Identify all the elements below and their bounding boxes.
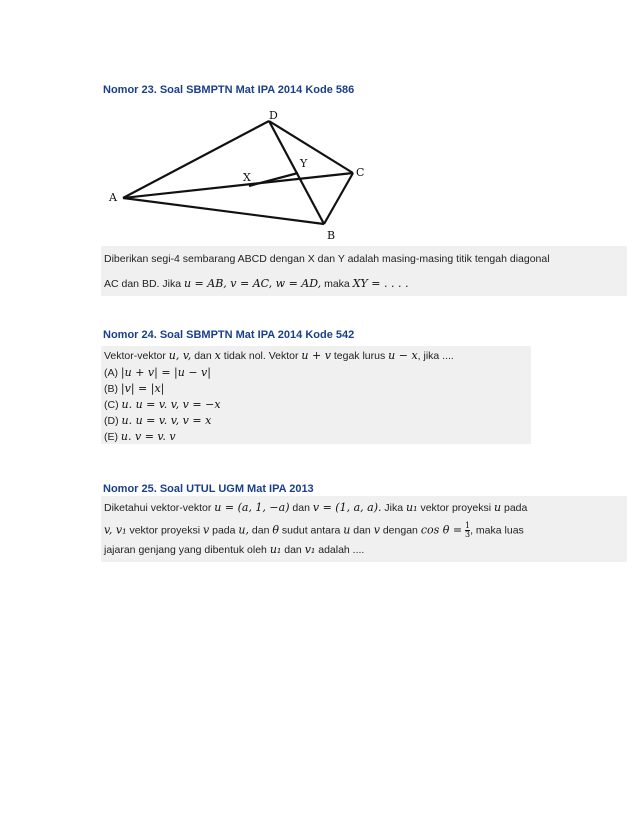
quadrilateral-diagram — [103, 103, 371, 243]
q24-option-d — [104, 414, 211, 428]
q25-l1-d: vektor proyeksi — [420, 502, 492, 514]
question-23-title: Nomor 23. Soal SBMPTN Mat IPA 2014 Kode 586 — [103, 84, 355, 96]
q23-vector-definitions: u = AB, v = AC, w = AD, — [183, 277, 322, 290]
q25-l2-m2: v — [202, 523, 210, 537]
label-Y: Y — [300, 157, 308, 170]
q25-l2-c: dan — [251, 524, 270, 537]
q25-fraction-num: 1 — [465, 521, 471, 530]
diagram-lines — [123, 121, 353, 224]
edge-AD — [123, 121, 269, 198]
q24-intro-a: Vektor-vektor — [104, 350, 166, 362]
q25-l1-m3: u₁ — [406, 501, 418, 514]
question-23-text-line2 — [104, 277, 408, 291]
q25-l1-b: dan — [292, 502, 310, 514]
q24-option-e-math: u. v = v. v — [120, 430, 176, 443]
q24-option-a-label: (A) — [104, 367, 118, 379]
q25-l2-m1: v, v₁ — [104, 523, 127, 537]
q25-line3 — [104, 543, 364, 557]
q23-maka: maka — [324, 278, 350, 290]
q25-l2-g: , maka luas — [470, 524, 524, 537]
label-X: X — [243, 171, 251, 184]
q24-option-c-math: u. u = v. v, v = −x — [121, 398, 221, 411]
question-24-title: Nomor 24. Soal SBMPTN Mat IPA 2014 Kode 542 — [103, 329, 355, 341]
q25-l1-a: Diketahui vektor-vektor — [104, 502, 212, 514]
q23-xy-vector: XY = . . . . — [352, 277, 409, 290]
q24-option-a — [104, 366, 211, 380]
q25-l2-b: pada — [212, 524, 236, 537]
q25-l3-m2: v₁ — [304, 543, 316, 556]
q25-l2-m3: u, — [238, 523, 249, 537]
question-23-text-line1: Diberikan segi-4 sembarang ABCD dengan X dan Y adalah masing-masing titik tengah diagonal — [104, 253, 550, 265]
edge-CB — [324, 173, 353, 224]
q24-option-b — [104, 382, 164, 396]
q25-l1-e: pada — [503, 502, 528, 514]
question-25-title: Nomor 25. Soal UTUL UGM Mat IPA 2013 — [103, 483, 314, 495]
q25-l2-a: vektor proyeksi — [129, 524, 201, 537]
q24-option-e — [104, 430, 176, 444]
q24-option-c-label: (C) — [104, 399, 119, 411]
q25-l1-m4: u — [493, 501, 502, 514]
q24-option-c — [104, 398, 221, 412]
diagonal-AC — [123, 173, 353, 198]
label-B: B — [327, 229, 336, 242]
q25-l3-c: adalah .... — [318, 544, 365, 556]
q25-l2-m5: u — [343, 523, 351, 537]
q24-intro-e: , jika .... — [417, 350, 454, 362]
q25-fraction-den: 3 — [465, 530, 471, 539]
quadrilateral-svg — [103, 103, 371, 243]
q23-line2-text: AC dan BD. Jika — [104, 278, 182, 290]
q25-l3-m1: u₁ — [269, 543, 282, 556]
q25-l2-m7: cos θ = — [420, 523, 463, 537]
q25-l1-c: Jika — [384, 502, 404, 514]
q24-intro-m1: u, v, — [168, 349, 192, 362]
q25-l2-f: dengan — [382, 524, 418, 537]
q24-intro-b: dan — [194, 350, 212, 362]
q24-intro-m2: x — [214, 349, 221, 362]
q24-option-e-label: (E) — [104, 431, 118, 443]
q25-l3-a: jajaran genjang yang dibentuk oleh — [104, 544, 267, 556]
q25-line1 — [104, 501, 527, 515]
q25-l2-e: dan — [353, 524, 371, 537]
edge-BA — [123, 198, 324, 224]
edge-DC — [269, 121, 353, 173]
q24-option-b-label: (B) — [104, 383, 118, 395]
q24-intro-m4: u − x — [388, 349, 418, 362]
q25-l1-m1: u = (a, 1, −a) — [214, 501, 290, 514]
q25-l2-d: sudut antara — [281, 524, 341, 537]
label-D: D — [269, 109, 278, 122]
label-A: A — [109, 191, 117, 204]
q24-option-d-label: (D) — [104, 415, 119, 427]
q25-line2 — [104, 522, 524, 539]
q24-intro-m3: u + v — [301, 349, 331, 362]
q24-option-d-math: u. u = v. v, v = x — [121, 414, 212, 427]
label-C: C — [356, 166, 365, 179]
q25-l3-b: dan — [284, 544, 302, 556]
q24-intro-d: tegak lurus — [333, 350, 386, 362]
q25-l1-m2: v = (1, a, a). — [312, 501, 382, 514]
q24-option-b-math: |v| = |x| — [120, 382, 165, 395]
q25-l2-m4: θ — [272, 523, 279, 537]
q24-intro-c: tidak nol. Vektor — [223, 350, 299, 362]
q25-l2-m6: v — [373, 523, 380, 537]
q24-option-a-math: |u + v| = |u − v| — [120, 366, 211, 379]
question-24-intro — [104, 349, 454, 363]
